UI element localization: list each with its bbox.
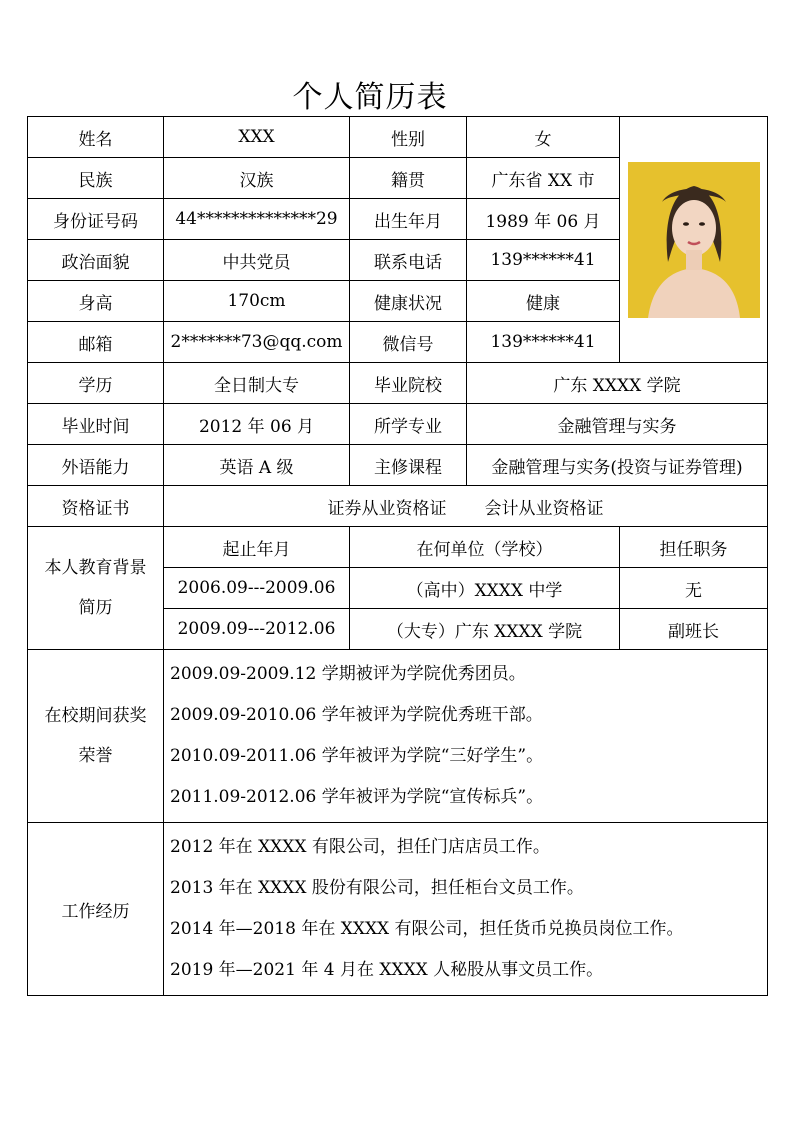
work-list (164, 823, 768, 996)
edu-history-label-line1: 本人教育背景 (44, 558, 147, 578)
awards-label-line1: 在校期间获奖 (44, 706, 147, 726)
row-education (28, 363, 768, 404)
work-item: 2019 年—2021 年 4 月在 XXXX 人秘股从事文员工作。 (170, 960, 604, 980)
gender-value: 女 (467, 117, 620, 158)
courses-label: 主修课程 (350, 445, 467, 486)
award-item: 2010.09-2011.06 学年被评为学院“三好学生”。 (170, 746, 544, 766)
ethnicity-value: 汉族 (164, 158, 350, 199)
political-label: 政治面貌 (28, 240, 164, 281)
id-label: 身份证号码 (28, 199, 164, 240)
phone-label: 联系电话 (350, 240, 467, 281)
email-value: 2*******73@qq.com (164, 322, 350, 363)
wechat-value: 139******41 (467, 322, 620, 363)
row-work (28, 823, 768, 996)
profile-photo (628, 162, 760, 318)
awards-label-line2: 荣誉 (78, 746, 113, 766)
work-item: 2013 年在 XXXX 股份有限公司，担任柜台文员工作。 (170, 878, 584, 898)
school-label: 毕业院校 (350, 363, 467, 404)
birth-value: 1989 年 06 月 (467, 199, 620, 240)
health-value: 健康 (467, 281, 620, 322)
edu-header-period: 起止年月 (164, 527, 350, 568)
cert-item: 证券从业资格证 (327, 498, 447, 519)
edu-period: 2009.09---2012.06 (164, 609, 350, 650)
language-value: 英语 A 级 (164, 445, 350, 486)
grad-time-label: 毕业时间 (28, 404, 164, 445)
row-awards (28, 650, 768, 823)
courses-value: 金融管理与实务(投资与证券管理) (467, 445, 768, 486)
work-item: 2012 年在 XXXX 有限公司，担任门店店员工作。 (170, 837, 550, 857)
political-value: 中共党员 (164, 240, 350, 281)
portrait-icon (628, 162, 760, 318)
id-value: 44**************29 (164, 199, 350, 240)
height-value: 170cm (164, 281, 350, 322)
edu-history-header-row (28, 527, 768, 568)
page-title: 个人简历表 (292, 80, 448, 115)
edu-unit: （高中）XXXX 中学 (350, 568, 620, 609)
hometown-value: 广东省 XX 市 (467, 158, 620, 199)
row-grad-time (28, 404, 768, 445)
height-label: 身高 (28, 281, 164, 322)
awards-label (28, 650, 164, 823)
phone-value: 139******41 (467, 240, 620, 281)
major-value: 金融管理与实务 (467, 404, 768, 445)
education-value: 全日制大专 (164, 363, 350, 404)
name-label: 姓名 (28, 117, 164, 158)
row-language (28, 445, 768, 486)
edu-history-label (28, 527, 164, 650)
education-label: 学历 (28, 363, 164, 404)
health-label: 健康状况 (350, 281, 467, 322)
photo-cell (620, 117, 768, 363)
awards-list (164, 650, 768, 823)
major-label: 所学专业 (350, 404, 467, 445)
resume-table (27, 116, 768, 996)
email-label: 邮箱 (28, 322, 164, 363)
award-item: 2009.09-2009.12 学期被评为学院优秀团员。 (170, 664, 526, 684)
edu-role: 无 (620, 568, 768, 609)
birth-label: 出生年月 (350, 199, 467, 240)
edu-header-unit: 在何单位（学校） (350, 527, 620, 568)
row-certs (28, 486, 768, 527)
edu-period: 2006.09---2009.06 (164, 568, 350, 609)
edu-history-label-line2: 简历 (78, 598, 113, 618)
wechat-label: 微信号 (350, 322, 467, 363)
work-item: 2014 年—2018 年在 XXXX 有限公司，担任货币兑换员岗位工作。 (170, 919, 684, 939)
name-value: XXX (164, 117, 350, 158)
row-name (28, 117, 768, 158)
cert-list (164, 486, 768, 527)
cert-item: 会计从业资格证 (484, 498, 604, 519)
award-item: 2009.09-2010.06 学年被评为学院优秀班干部。 (170, 705, 543, 725)
hometown-label: 籍贯 (350, 158, 467, 199)
gender-label: 性别 (350, 117, 467, 158)
edu-unit: （大专）广东 XXXX 学院 (350, 609, 620, 650)
grad-time-value: 2012 年 06 月 (164, 404, 350, 445)
ethnicity-label: 民族 (28, 158, 164, 199)
school-value: 广东 XXXX 学院 (467, 363, 768, 404)
edu-role: 副班长 (620, 609, 768, 650)
language-label: 外语能力 (28, 445, 164, 486)
award-item: 2011.09-2012.06 学年被评为学院“宣传标兵”。 (170, 787, 544, 807)
edu-header-role: 担任职务 (620, 527, 768, 568)
cert-label: 资格证书 (28, 486, 164, 527)
work-label: 工作经历 (28, 823, 164, 996)
